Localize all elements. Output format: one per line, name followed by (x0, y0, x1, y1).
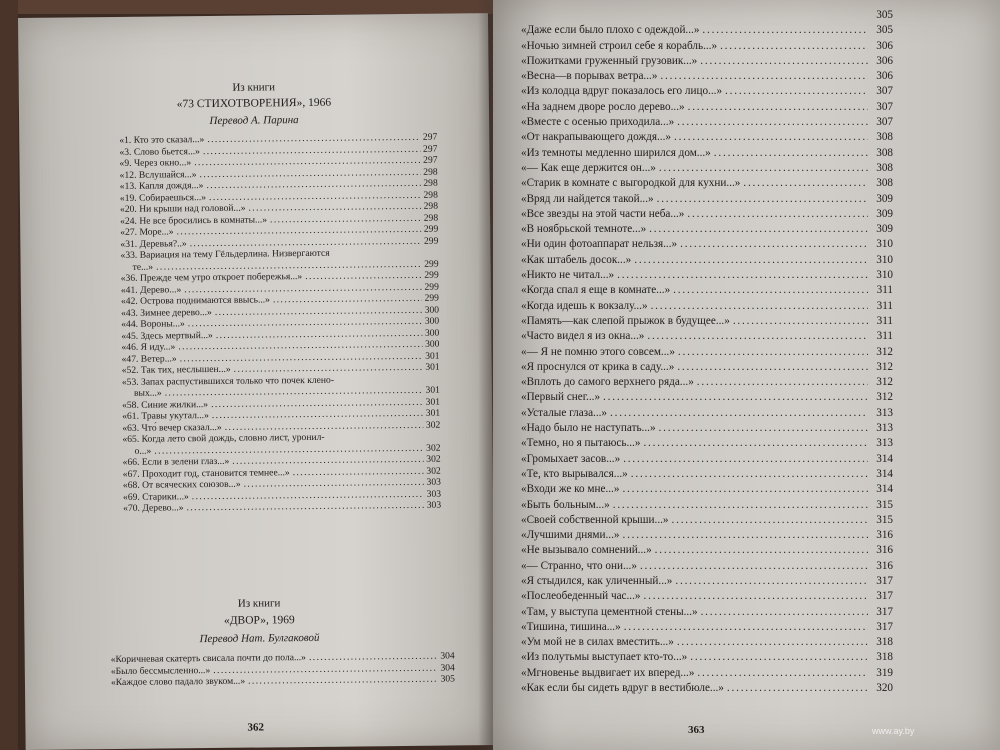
entry-title: «Весна—в порывах ветра...» (521, 70, 658, 83)
entry-page-number: 317 (876, 620, 893, 633)
entry-page-number: 304 (440, 661, 455, 674)
entry-page-number: 311 (876, 330, 893, 343)
dot-leader (727, 681, 868, 696)
entry-title: те...» (132, 261, 154, 273)
dot-leader (687, 207, 868, 222)
entry-title: «Как штабель досок...» (521, 253, 632, 266)
entry-page-number: 306 (876, 39, 893, 52)
entry-title: «63. Что́ вечер сказал...» (122, 421, 222, 434)
dot-leader (659, 161, 868, 176)
entry-page-number: 297 (422, 143, 438, 155)
dot-leader (743, 176, 868, 191)
entry-title: «Я проснулся от крика в саду...» (521, 360, 675, 373)
left-page (18, 13, 496, 750)
entry-page-number: 313 (876, 406, 893, 419)
book-cover-side (0, 0, 18, 750)
dot-leader (697, 666, 868, 681)
entry-page-number: 308 (876, 146, 893, 159)
entry-page-number: 306 (876, 70, 893, 83)
entry-title: «Когда спал я еще в комнате...» (521, 284, 671, 297)
entry-title: «43. Зимнее дерево...» (121, 306, 212, 319)
entry-page-number: 303 (426, 476, 441, 488)
entry-title: «Громыхает засов...» (521, 452, 621, 465)
entry-title: «Было бессмысленно...» (110, 664, 211, 677)
entry-title: «65. Когда лето свой дождь, словно лист, уронил- (122, 431, 325, 445)
entry-page-number: 307 (876, 85, 893, 98)
entry-page-number: 315 (876, 498, 893, 511)
contents-entry (111, 673, 455, 688)
contents-entry (521, 345, 893, 360)
entry-page-number: 312 (876, 376, 893, 389)
entry-page-number: 302 (426, 442, 441, 454)
contents-entry (521, 574, 893, 589)
dot-leader (660, 69, 868, 84)
entry-page-number: 303 (426, 499, 442, 511)
dot-leader (677, 635, 868, 650)
contents-entry (521, 130, 893, 145)
dot-leader (733, 314, 868, 329)
contents-entry (521, 39, 893, 54)
entry-page-number: 314 (876, 452, 893, 465)
entry-page-number: 299 (423, 235, 439, 247)
contents-entry (521, 681, 893, 696)
dot-leader (678, 345, 868, 360)
dot-leader (673, 283, 868, 298)
entry-title: «Из колодца вдруг показалось его лицо...» (521, 85, 723, 98)
entry-title: «Темно, но я пытаюсь...» (521, 437, 641, 450)
entry-title: «1. Кто это сказал...» (119, 134, 205, 146)
entry-page-number: 298 (423, 177, 438, 189)
contents-entry (521, 467, 893, 482)
contents-entry (521, 559, 893, 574)
entry-title: «Тишина, тишина...» (521, 620, 621, 633)
entry-title: «Ночью зимней строил себе я корабль...» (521, 39, 718, 52)
dot-leader (644, 589, 869, 604)
entry-title: «— Я не помню этого совсем...» (521, 345, 675, 358)
contents-entry (521, 115, 893, 130)
contents-entry (521, 268, 893, 283)
contents-entry (521, 161, 893, 176)
dot-leader (631, 467, 868, 482)
entry-title: «— Странно, что они...» (521, 559, 637, 572)
entry-title: «45. Здесь мертвый...» (121, 329, 213, 342)
entry-title: «Память—как слепой прыжок в будущее...» (521, 314, 730, 327)
entry-title: «44. Вороны...» (121, 318, 185, 330)
contents-entry (521, 390, 893, 405)
entry-title: «41. Дерево...» (120, 283, 182, 296)
entry-page-number: 312 (876, 345, 893, 358)
entry-page-number: 299 (424, 258, 439, 270)
entry-title: «Там, у выступа цементной стены...» (521, 605, 698, 618)
contents-entry (521, 8, 893, 23)
entry-title: «47. Ветер...» (121, 352, 177, 365)
entry-page-number: 299 (424, 269, 439, 281)
section2-from-book: Из книги (237, 597, 281, 610)
dot-leader (674, 130, 868, 145)
entry-title: «58. Синие жилки...» (121, 398, 209, 411)
dot-leader (234, 362, 423, 375)
dot-leader (603, 390, 868, 405)
contents-entry (521, 100, 893, 115)
dot-leader (643, 436, 868, 451)
dot-leader (701, 605, 868, 620)
contents-entry (521, 482, 893, 497)
entry-title: «52. Так тих, неслышен...» (121, 363, 231, 376)
contents-entry (521, 498, 893, 513)
entry-page-number: 309 (876, 192, 893, 205)
entry-page-number: 297 (423, 154, 438, 166)
entry-title: «— Как еще держится он...» (521, 161, 656, 174)
entry-title: «Усталые глаза...» (521, 406, 608, 419)
entry-page-number: 305 (440, 673, 456, 685)
entry-page-number: 298 (423, 166, 438, 178)
contents-entry (521, 635, 893, 650)
entry-title: «Коричневая скатерть свисала почти до пола...» (110, 652, 307, 666)
entry-page-number: 318 (876, 651, 893, 664)
entry-title: «Надо было не наступать...» (521, 422, 656, 435)
entry-page-number: 300 (424, 315, 440, 327)
entry-page-number: 301 (425, 361, 440, 373)
entry-title: «Каждое слово падало звуком...» (110, 675, 246, 689)
dot-leader (613, 498, 868, 513)
entry-title: «Часто видел я из окна...» (521, 330, 645, 343)
entry-page-number: 319 (876, 666, 893, 679)
entry-title: «12. Вслушайся...» (119, 168, 197, 181)
dot-leader (640, 559, 868, 574)
entry-title: «31. Деревья?..» (120, 237, 187, 250)
section1-title: «73 СТИХОТВОРЕНИЯ», 1966 (176, 96, 332, 111)
entry-title: «Ум мой не в силах вместить...» (521, 636, 674, 649)
entry-page-number: 301 (425, 350, 440, 362)
dot-leader (187, 500, 424, 514)
contents-entry (521, 406, 893, 421)
entry-title: «69. Старики...» (122, 490, 189, 503)
entry-title: «Пожитками груженный грузовик...» (521, 54, 698, 67)
entry-page-number: 302 (426, 465, 441, 477)
entry-title: «19. Собираешься...» (119, 191, 207, 204)
entry-title: «Вплоть до самого верхнего ряда...» (521, 376, 694, 389)
entry-title: «Вряд ли найдется такой...» (521, 192, 654, 205)
contents-entry (521, 528, 893, 543)
dot-leader (622, 528, 868, 543)
entry-page-number: 316 (876, 559, 893, 572)
entry-title: «На заднем дворе росло дерево...» (521, 100, 685, 113)
entry-page-number: 298 (423, 189, 438, 201)
entry-title: «20. Ни крыши над головой...» (119, 202, 246, 215)
entry-page-number: 318 (876, 636, 893, 649)
entry-title: «24. Не все бросились в комнаты...» (120, 213, 268, 227)
entry-page-number: 314 (876, 483, 893, 496)
entry-title: «Послеобеденный час...» (521, 590, 641, 603)
contents-entry (521, 84, 893, 99)
dot-leader (647, 329, 868, 344)
entry-page-number: 302 (425, 419, 441, 431)
entry-title: «Мгновенье выдвигает их вперед...» (521, 666, 695, 679)
right-page (493, 0, 1000, 750)
entry-page-number: 306 (876, 54, 893, 67)
entry-title: «Входи же ко мне...» (521, 483, 620, 496)
contents-entry (521, 23, 893, 38)
dot-leader (623, 452, 868, 467)
contents-entry (521, 375, 893, 390)
entry-page-number: 299 (424, 281, 439, 293)
entry-title: «61. Травы укутал...» (122, 410, 209, 422)
entry-page-number: 305 (876, 9, 893, 21)
entry-title: «70. Дерево...» (123, 502, 184, 514)
contents-entry (521, 589, 893, 604)
entry-title: «46. Я иду...» (121, 341, 176, 353)
contents-entry (521, 207, 893, 222)
entry-title: «Первый снег...» (521, 391, 601, 404)
entry-page-number: 308 (876, 131, 893, 144)
contents-entry (521, 192, 893, 207)
dot-leader (680, 237, 868, 252)
entry-title: «Как если бы сидеть вдруг в вестибюле...» (521, 682, 724, 695)
contents-entry (521, 237, 893, 252)
entry-title: «Из темноты медленно ширился дом...» (521, 146, 711, 159)
contents-entry (521, 69, 893, 84)
entry-page-number: 301 (425, 407, 441, 419)
entry-page-number: 313 (876, 422, 893, 435)
dot-leader (651, 299, 868, 314)
dot-leader (634, 253, 868, 268)
entry-page-number: 311 (876, 284, 893, 297)
section2-translator: Перевод Нат. Булгаковой (199, 631, 320, 646)
entry-title: «27. Море...» (120, 226, 174, 238)
entry-title: «Когда идешь к вокзалу...» (521, 299, 648, 312)
entry-title: «Из полутьмы выступает кто-то...» (521, 651, 688, 664)
dot-leader (655, 543, 868, 558)
entry-title: «Я стыдился, как уличенный...» (521, 574, 673, 587)
dot-leader (657, 192, 868, 207)
contents-entry (521, 605, 893, 620)
section2-title: «ДВОР», 1969 (223, 614, 295, 627)
entry-title: «Все звезды на этой части неба...» (521, 207, 685, 220)
contents-entry (521, 620, 893, 635)
entry-page-number: 311 (876, 299, 893, 312)
entry-page-number: 312 (876, 360, 893, 373)
contents-entry (521, 176, 893, 191)
entry-page-number: 308 (876, 177, 893, 190)
entry-page-number: 301 (425, 396, 441, 408)
entry-title: «Никто не читал...» (521, 269, 615, 282)
entry-page-number: 299 (424, 292, 440, 304)
entry-page-number: 317 (876, 590, 893, 603)
dot-leader (675, 574, 868, 589)
dot-leader (617, 268, 868, 283)
entry-page-number: 312 (876, 391, 893, 404)
entry-page-number: 316 (876, 529, 893, 542)
contents-entry (123, 500, 441, 515)
left-page-number: 362 (247, 721, 265, 734)
dot-leader (659, 421, 868, 436)
entry-title: «68. От всяческих союзов...» (122, 478, 241, 491)
entry-page-number: 298 (423, 212, 439, 224)
contents-entry (521, 666, 893, 681)
contents-entry (521, 650, 893, 665)
right-page-number: 363 (688, 724, 705, 736)
entry-title: «67. Проходит год, становится темнее...» (122, 466, 290, 480)
entry-page-number: 307 (876, 116, 893, 129)
contents-entry (521, 360, 893, 375)
contents-entry (521, 222, 893, 237)
entry-page-number: 317 (876, 605, 893, 618)
entry-page-number: 315 (876, 513, 893, 526)
entry-title: вых...» (133, 387, 162, 399)
entry-page-number: 310 (876, 269, 893, 282)
entry-page-number: 311 (876, 314, 893, 327)
entry-title: «36. Прежде чем утро откроет побережья...» (120, 271, 303, 284)
entry-title: «Своей собственной крыши...» (521, 513, 669, 526)
dot-leader (622, 482, 868, 497)
entry-title: «42. Острова поднимаются ввысь...» (120, 294, 270, 307)
entry-title: «33. Вариация на тему Гёльдерлина. Низвергаются (120, 247, 330, 261)
entry-page-number: 300 (424, 338, 440, 350)
contents-entry (521, 299, 893, 314)
contents-entry (521, 283, 893, 298)
dot-leader (649, 222, 868, 237)
entry-page-number: 317 (876, 574, 893, 587)
entry-title: «Не вызывало сомнений...» (521, 544, 652, 557)
contents-entry (521, 543, 893, 558)
entry-title: «Быть больным...» (521, 498, 610, 511)
section1-from-book: Из книги (232, 81, 276, 94)
entry-page-number: 302 (426, 453, 441, 465)
dot-leader (702, 23, 868, 38)
entry-page-number: 300 (424, 304, 440, 316)
entry-page-number: 314 (876, 467, 893, 480)
contents-entry (521, 54, 893, 69)
entry-title: «9. Через окно...» (119, 157, 192, 169)
contents-entry (521, 146, 893, 161)
entry-page-number: 316 (876, 544, 893, 557)
dot-leader (624, 620, 868, 635)
entry-page-number: 305 (876, 24, 893, 37)
dot-leader (677, 115, 868, 130)
entry-page-number: 307 (876, 100, 893, 113)
contents-entry (521, 314, 893, 329)
dot-leader (677, 360, 868, 375)
entry-page-number: 308 (876, 161, 893, 174)
entry-title: «Вместе с осенью приходила...» (521, 116, 675, 129)
entry-page-number: 304 (440, 650, 455, 662)
entry-page-number: 309 (876, 223, 893, 236)
dot-leader (714, 146, 868, 161)
entry-page-number: 297 (422, 131, 438, 143)
entry-title: «Даже если было плохо с одеждой...» (521, 24, 700, 37)
dot-leader (248, 674, 438, 687)
entry-page-number: 313 (876, 437, 893, 450)
entry-page-number: 320 (876, 682, 893, 695)
entry-title: «Ни один фотоаппарат нельзя...» (521, 238, 678, 251)
entry-title: «66. Если в зелени глаз...» (122, 455, 230, 468)
right-contents-list (521, 8, 893, 696)
section2-contents-list (111, 650, 455, 688)
dot-leader (725, 84, 868, 99)
entry-page-number: 310 (876, 253, 893, 266)
dot-leader (690, 650, 868, 665)
entry-page-number: 300 (424, 327, 440, 339)
entry-title: «13. Капля дождя...» (119, 180, 204, 192)
entry-title: «Те, кто вырывался...» (521, 467, 628, 480)
entry-page-number: 298 (423, 200, 439, 212)
entry-page-number: 303 (426, 488, 442, 500)
dot-leader (697, 375, 868, 390)
contents-entry (521, 436, 893, 451)
entry-page-number: 309 (876, 207, 893, 220)
entry-title: «В ноябрьской темноте...» (521, 223, 647, 236)
entry-title: «53. Запах распустившихся только что почек клено- (121, 374, 335, 388)
watermark: www.ay.by (872, 726, 915, 736)
contents-entry (521, 513, 893, 528)
dot-leader (720, 39, 868, 54)
dot-leader (672, 513, 868, 528)
entry-title: «От накрапывающего дождя...» (521, 131, 671, 144)
entry-title: о...» (134, 445, 152, 457)
section1-contents-list (119, 132, 441, 515)
dot-leader (688, 100, 868, 115)
contents-entry (521, 452, 893, 467)
section1-translator: Перевод А. Парина (209, 114, 299, 127)
entry-title: «Старик в комнате с выгородкой для кухни...» (521, 177, 741, 190)
entry-title: «Лучшими днями...» (521, 529, 620, 542)
entry-page-number: 299 (423, 223, 439, 235)
contents-entry (521, 253, 893, 268)
entry-page-number: 310 (876, 238, 893, 251)
contents-entry (521, 421, 893, 436)
entry-title: «3. Слово бьется...» (119, 145, 200, 158)
dot-leader (700, 54, 868, 69)
contents-entry (521, 329, 893, 344)
dot-leader (610, 406, 868, 421)
entry-page-number: 301 (425, 384, 440, 396)
